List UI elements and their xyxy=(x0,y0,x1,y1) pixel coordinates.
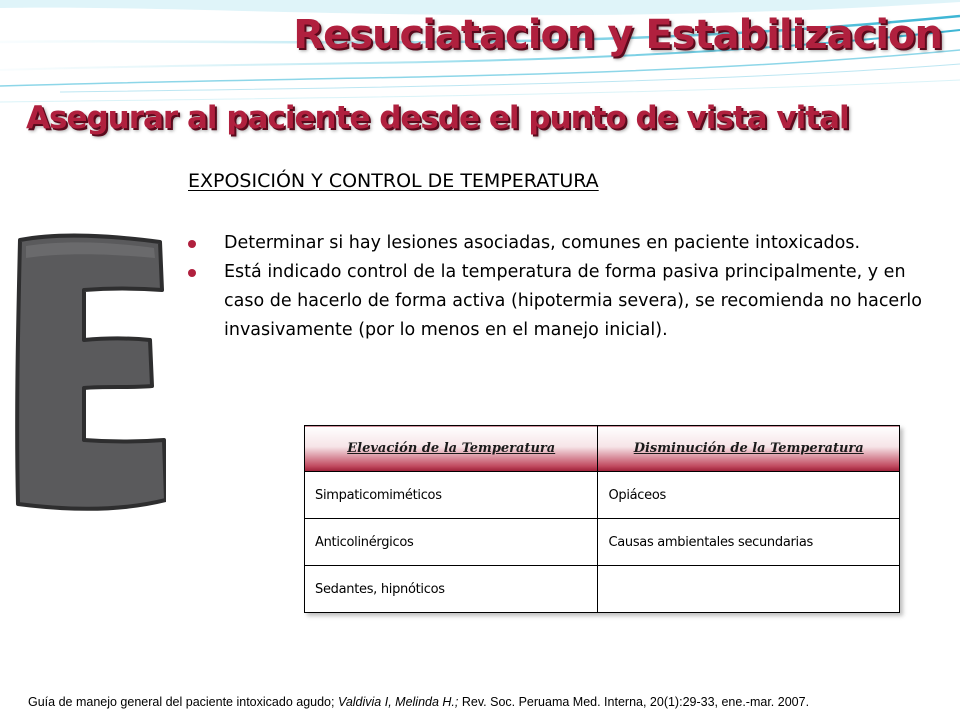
bullet-list xyxy=(188,229,928,345)
table-cell: Opiáceos xyxy=(598,472,900,519)
citation-source: Rev. Soc. Peruama Med. Interna, 20(1):29-33, ene.-mar. 2007. xyxy=(458,695,810,709)
section-heading: EXPOSICIÓN Y CONTROL DE TEMPERATURA xyxy=(188,170,599,192)
table-header-decrease: Disminución de la Temperatura xyxy=(598,426,900,472)
bullet-item xyxy=(188,229,928,258)
table-cell: Sedantes, hipnóticos xyxy=(305,566,598,613)
slide-title: Resuciatacion y Estabilizacion xyxy=(293,12,942,58)
table-cell xyxy=(598,566,900,613)
bullet-dot-icon xyxy=(188,269,196,277)
table-cell: Anticolinérgicos xyxy=(305,519,598,566)
bullet-text: Está indicado control de la temperatura de forma pasiva principalmente, y en caso de hacerlo de forma activa (hipotermia severa), se recomienda no hacerlo invasivamente (por lo menos en el manejo inicial). xyxy=(224,262,922,340)
table-header-elevation: Elevación de la Temperatura xyxy=(305,426,598,472)
table-cell: Causas ambientales secundarias xyxy=(598,519,900,566)
temperature-causes-table xyxy=(304,425,900,613)
table-row xyxy=(305,566,900,613)
citation-title: Guía de manejo general del paciente intoxicado agudo; xyxy=(28,695,338,709)
citation xyxy=(28,695,809,709)
table-row xyxy=(305,472,900,519)
table-row xyxy=(305,519,900,566)
bullet-text: Determinar si hay lesiones asociadas, comunes en paciente intoxicados. xyxy=(224,233,861,253)
table-header-row xyxy=(305,426,900,472)
bullet-dot-icon xyxy=(188,240,196,248)
citation-authors: Valdivia I, Melinda H.; xyxy=(337,695,459,709)
table-cell: Simpaticomiméticos xyxy=(305,472,598,519)
letter-e-graphic xyxy=(14,228,166,513)
slide-subtitle: Asegurar al paciente desde el punto de vista vital xyxy=(26,100,849,136)
bullet-item xyxy=(188,258,928,345)
